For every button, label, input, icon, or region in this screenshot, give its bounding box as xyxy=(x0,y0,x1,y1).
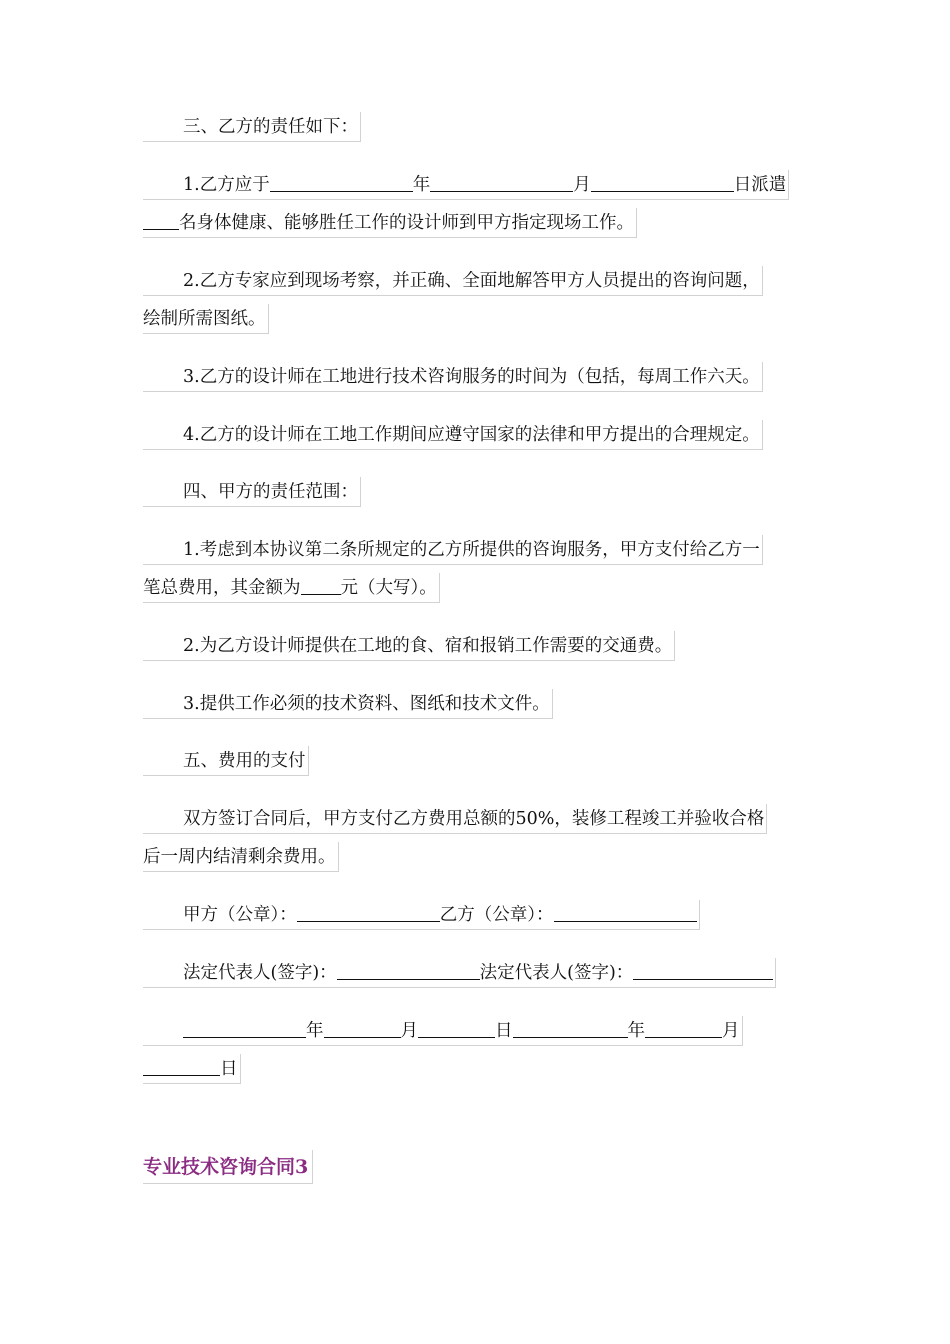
day-dispatch-label: 日派遣 xyxy=(733,175,787,195)
day-a-blank xyxy=(418,1017,495,1038)
section-5-para-line-2 xyxy=(143,842,339,872)
section-3-item-2-line-1 xyxy=(143,266,763,296)
count-blank xyxy=(143,209,179,230)
legal-rep-a-blank xyxy=(337,959,480,980)
next-contract-title-text: 专业技术咨询合同3 xyxy=(143,1156,309,1178)
next-contract-title xyxy=(143,1150,313,1184)
section-4-item-3 xyxy=(143,689,553,719)
party-a-seal-label: 甲方（公章）： xyxy=(183,905,297,925)
item-text: 名身体健康、能够胜任工作的设计师到甲方指定现场工作。 xyxy=(179,213,634,233)
item-text: 元（大写）。 xyxy=(340,578,437,598)
month-blank xyxy=(430,171,573,192)
section-3-heading xyxy=(143,112,361,142)
section-3-item-3 xyxy=(143,362,763,392)
item-text: 笔总费用，其金额为 xyxy=(143,578,301,598)
section-3-heading-text: 三、乙方的责任如下： xyxy=(183,117,358,137)
month-a-blank xyxy=(324,1017,401,1038)
item-text: 1.考虑到本协议第二条所规定的乙方所提供的咨询服务，甲方支付给乙方一 xyxy=(183,540,760,560)
section-4-heading-text: 四、甲方的责任范围： xyxy=(183,482,358,502)
day-a-label: 日 xyxy=(495,1021,513,1041)
item-text: 后一周内结清剩余费用。 xyxy=(143,847,336,867)
item-text: 4.乙方的设计师在工地工作期间应遵守国家的法律和甲方提出的合理规定。 xyxy=(183,425,760,445)
section-4-heading xyxy=(143,477,361,507)
year-a-blank xyxy=(183,1017,306,1038)
day-b-label: 日 xyxy=(220,1059,238,1079)
month-b-label: 月 xyxy=(722,1021,740,1041)
item-text: 绘制所需图纸。 xyxy=(143,309,266,329)
year-b-label: 年 xyxy=(627,1021,645,1041)
item-text: 双方签订合同后，甲方支付乙方费用总额的50%，装修工程竣工并验收合格 xyxy=(183,809,765,829)
legal-rep-b-label: 法定代表人(签字)： xyxy=(479,963,634,983)
legal-rep-a-label: 法定代表人(签字)： xyxy=(183,963,337,983)
year-a-label: 年 xyxy=(306,1021,324,1041)
month-label: 月 xyxy=(573,175,591,195)
section-4-item-1-line-2 xyxy=(143,573,440,603)
legal-rep-b-blank xyxy=(633,959,773,980)
day-blank xyxy=(591,171,734,192)
date-line xyxy=(143,1016,743,1046)
amount-blank xyxy=(301,574,341,595)
item-text: 3.提供工作必须的技术资料、图纸和技术文件。 xyxy=(183,694,550,714)
year-label: 年 xyxy=(412,175,431,195)
section-4-item-1-line-1 xyxy=(143,535,763,565)
month-b-blank xyxy=(645,1017,722,1038)
month-a-label: 月 xyxy=(400,1021,418,1041)
year-blank xyxy=(270,171,413,192)
item-text: 2.为乙方设计师提供在工地的食、宿和报销工作需要的交通费。 xyxy=(183,636,673,656)
section-5-para-line-1 xyxy=(143,804,767,834)
legal-rep-line xyxy=(143,958,776,988)
section-4-item-2 xyxy=(143,631,675,661)
party-a-seal-blank xyxy=(297,901,440,922)
seal-line xyxy=(143,900,700,930)
party-b-seal-label: 乙方（公章）： xyxy=(439,905,554,925)
item-text: 3.乙方的设计师在工地进行技术咨询服务的时间为（包括，每周工作六天。 xyxy=(183,367,760,387)
day-b-blank xyxy=(143,1055,220,1076)
party-b-seal-blank xyxy=(554,901,697,922)
year-b-blank xyxy=(513,1017,628,1038)
section-3-item-4 xyxy=(143,420,763,450)
item-text: 1.乙方应于 xyxy=(183,175,270,195)
section-3-item-2-line-2 xyxy=(143,304,269,334)
date-line-2 xyxy=(143,1054,241,1084)
item-text: 2.乙方专家应到现场考察，并正确、全面地解答甲方人员提出的咨询问题， xyxy=(183,271,760,291)
section-5-heading xyxy=(143,746,309,776)
section-3-item-1-line-2 xyxy=(143,208,637,238)
section-5-heading-text: 五、费用的支付 xyxy=(183,751,306,771)
section-3-item-1-line-1 xyxy=(143,170,789,200)
